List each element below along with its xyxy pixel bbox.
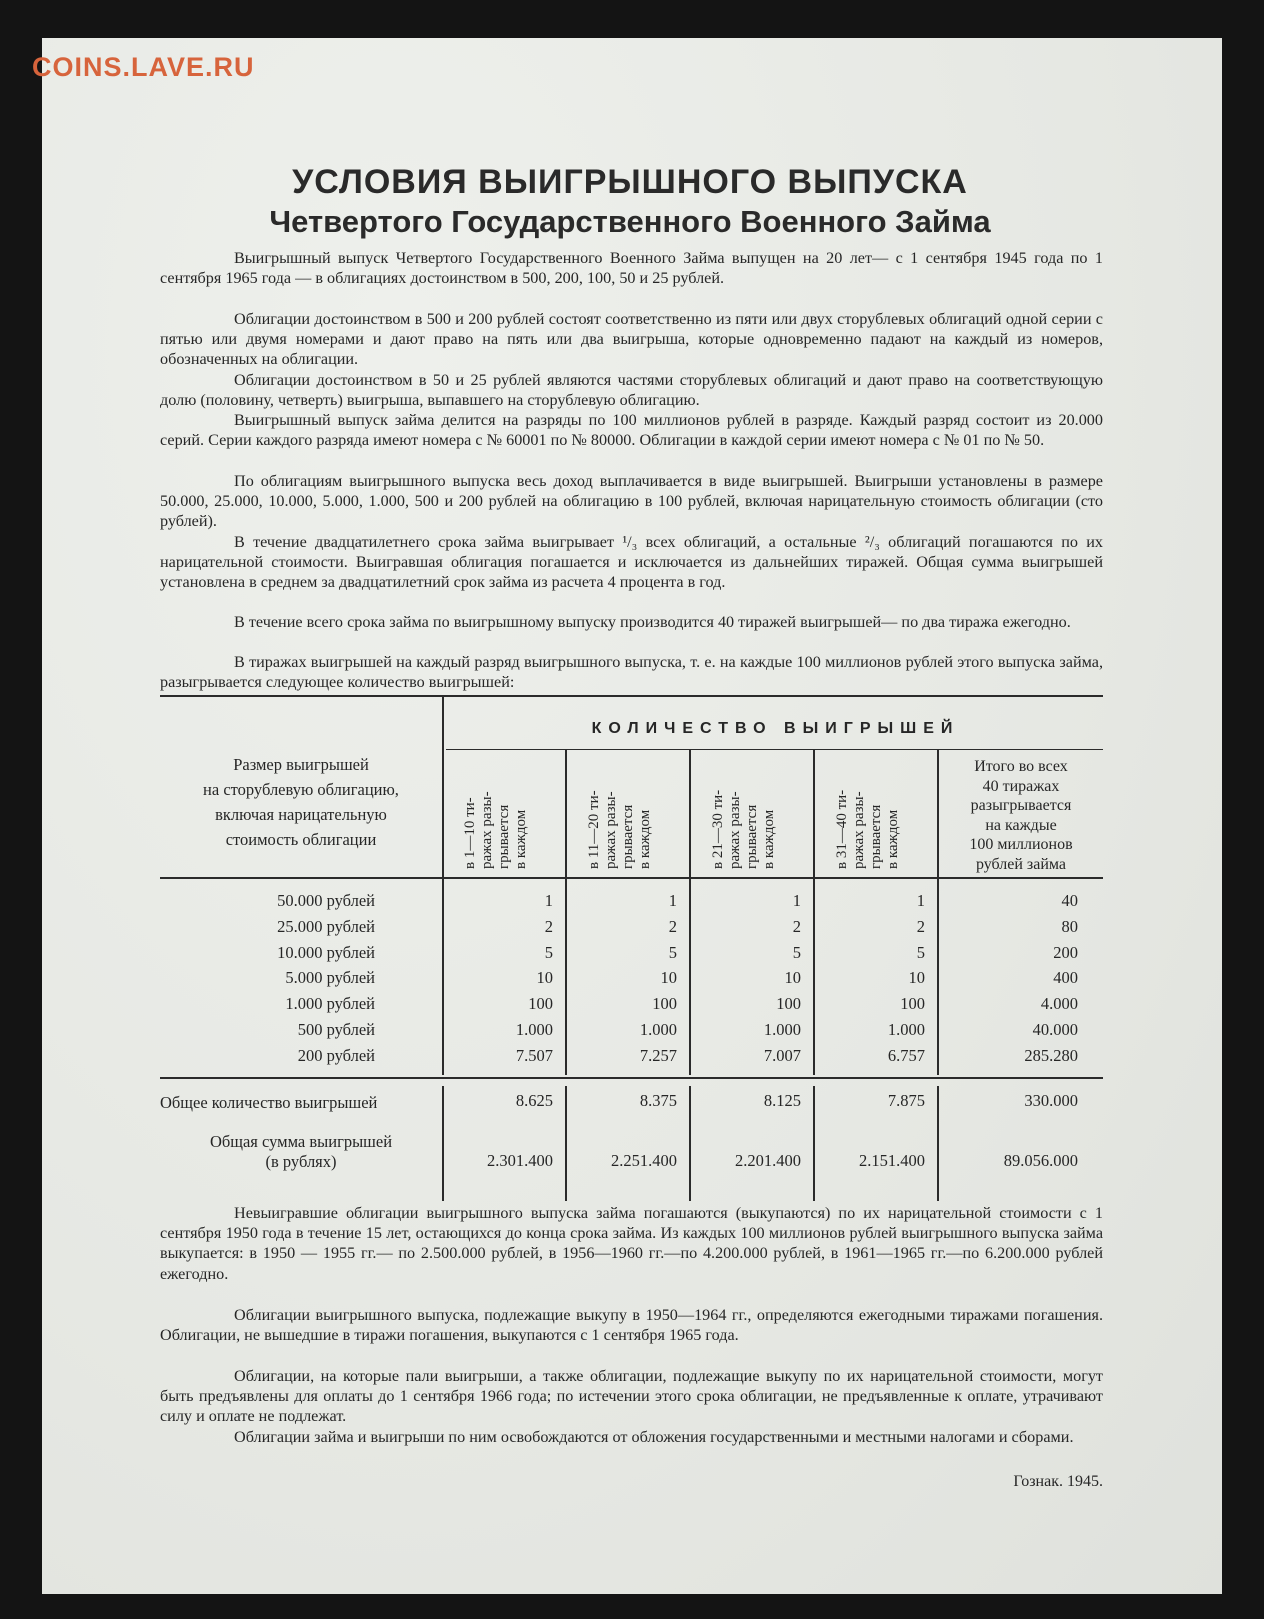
- totals-cell: 8.625: [515, 1091, 553, 1110]
- table-cell: 5: [544, 942, 553, 962]
- table-header-col-1: в 1—10 ти- ражах разы- грывается в каждом: [462, 791, 529, 869]
- table-cell: 10: [784, 968, 801, 988]
- table-cell: 2: [792, 916, 801, 936]
- table-row-label: 50.000 рублей: [277, 891, 375, 910]
- table-cell: 400: [1053, 968, 1078, 988]
- table-row-label: 10.000 рублей: [277, 942, 375, 962]
- table-cell: 4.000: [1040, 994, 1078, 1014]
- table-row-label: 200 рублей: [297, 1045, 375, 1065]
- paragraph-redemption: В течение двадцатилетнего срока займа выигрывает ¹/₃ всех облигаций, а остальные ²/₃ облигаций погашаются по их нарицательной стоимости. Выигравшая облигация погашается и исключается из дальнейших тиражей. Общая сумма выигрышей установлена в среднем за двадцатилетний срок займа из расчета 4 процента в год.: [160, 533, 1103, 592]
- table-header-prize: Размер выигрышей на сторублевую облигацию, включая нарицательную стоимость облигации: [203, 755, 399, 849]
- table-cell: 1: [544, 891, 553, 910]
- totals-row-label: Общая сумма выигрышей (в рублях): [209, 1132, 393, 1171]
- paragraph-fractions: Облигации достоинством в 50 и 25 рублей являются частями сторублевых облигаций и дают право на соответствующую долю (половину, четверть) выигрыша, выпавшего на сторублевую облигацию.: [160, 371, 1103, 410]
- totals-cell: 2.301.400: [487, 1151, 553, 1170]
- table-cell: 1.000: [515, 1020, 553, 1039]
- table-header-total: Итого во всех 40 тиражах разыгрывается на каждые 100 миллионов рублей займа: [969, 758, 1073, 873]
- title-line-1: УСЛОВИЯ ВЫИГРЫШНОГО ВЫПУСКА: [292, 163, 968, 201]
- table-cell: 100: [652, 994, 677, 1014]
- paragraph-denominations: Облигации достоинством в 500 и 200 рублей состоят соответственно из пяти или двух сторублевых облигаций одной серии с пятью или двумя номерами и дают право на пять или два выигрыша, которые одновременно падают на каждый из номеров, обозначенных на облигации.: [160, 310, 1103, 369]
- table-cell: 285.280: [1024, 1045, 1078, 1065]
- totals-row-label: Общее количество выигрышей: [160, 1093, 378, 1112]
- table-cell: 40: [1061, 891, 1078, 910]
- table-header-divider: [446, 749, 1103, 750]
- table-header-col-3: в 21—30 ти- ражах разы- грывается в каждом: [710, 789, 777, 869]
- table-cell: 1.000: [639, 1020, 677, 1039]
- table-cell: 2: [544, 916, 553, 936]
- table-cell: 7.257: [639, 1045, 677, 1065]
- totals-cell: 8.375: [639, 1091, 677, 1110]
- table-row-label: 25.000 рублей: [277, 916, 375, 936]
- paragraph-income: По облигациям выигрышного выпуска весь доход выплачивается в виде выигрышей. Выигрыши установлены в размере 50.000, 25.000, 10.000, 5.000, 1.000, 500 и 200 рублей на облигацию в 100 рублей, включая нарицательную стоимость облигации (сто рублей).: [160, 472, 1103, 531]
- table-column-rule: [442, 697, 444, 1075]
- totals-cell: 330.000: [1024, 1091, 1078, 1110]
- table-header-main: КОЛИЧЕСТВО ВЫИГРЫШЕЙ: [591, 720, 960, 737]
- paragraph-table-intro: В тиражах выигрышей на каждый разряд выигрышного выпуска, т. е. на каждые 100 миллионов рублей этого выпуска займа, разыгрывается следующее количество выигрышей:: [160, 653, 1103, 692]
- table-cell: 10: [660, 968, 677, 988]
- table-cell: 6.757: [887, 1045, 925, 1065]
- table-cell: 5: [916, 942, 925, 962]
- table-row-label: 1.000 рублей: [285, 994, 375, 1014]
- totals-cell: 2.201.400: [735, 1151, 801, 1170]
- title-line-2: Четвертого Государственного Военного Займа: [269, 204, 991, 239]
- table-cell: 100: [900, 994, 925, 1014]
- table-cell: 2: [916, 916, 925, 936]
- table-cell: 1: [668, 891, 677, 910]
- table-cell: 1.000: [763, 1020, 801, 1039]
- table-column-rule: [937, 1086, 939, 1201]
- table-cell: 5: [792, 942, 801, 962]
- table-cell: 40.000: [1032, 1020, 1078, 1039]
- table-cell: 2: [668, 916, 677, 936]
- paragraph-buyback: Невыигравшие облигации выигрышного выпуска займа погашаются (выкупаются) по их нарицательной стоимости с 1 сентября 1950 года в течение 15 лет, остающихся до конца срока займа. Из каждых 100 миллионов рублей выигрышного выпуска займа выкупается: в 1950 — 1955 гг.— по 2.500.000 рублей, в 1956—1960 гг.—по 4.200.000 рублей, в 1961—1965 гг.—по 6.200.000 рублей ежегодно.: [160, 1204, 1103, 1283]
- paragraph-series: Выигрышный выпуск займа делится на разряды по 100 миллионов рублей в разряде. Каждый разряд состоит из 20.000 серий. Серии каждого разряда имеют номера с № 60001 по № 80000. Облигации в каждой серии имеют номера с № 01 по № 50.: [160, 411, 1103, 450]
- table-cell: 7.007: [763, 1045, 801, 1065]
- table-cell: 7.507: [515, 1045, 553, 1065]
- table-row-label: 500 рублей: [297, 1020, 375, 1039]
- table-cell: 10: [908, 968, 925, 988]
- paragraph-buyback-draws: Облигации выигрышного выпуска, подлежащие выкупу в 1950—1964 гг., определяются ежегодными тиражами погашения. Облигации, не вышедшие в тиражи погашения, выкупаются с 1 сентября 1965 года.: [160, 1306, 1103, 1345]
- table-top-rule: [160, 695, 1103, 697]
- table-cell: 1: [792, 891, 801, 910]
- watermark: COINS.LAVE.RU: [32, 52, 255, 82]
- table-cell: 200: [1053, 942, 1078, 962]
- paragraph-tax-exemption: Облигации займа и выигрыши по ним освобождаются от обложения государственными и местными налогами и сборами.: [234, 1428, 1074, 1446]
- paragraph-draws: В течение всего срока займа по выигрышному выпуску производится 40 тиражей выигрышей— по два тиража ежегодно.: [234, 613, 1071, 631]
- totals-cell: 7.875: [887, 1091, 925, 1110]
- table-totals-rule: [160, 1077, 1103, 1079]
- table-cell: 100: [528, 994, 553, 1014]
- totals-cell: 2.151.400: [859, 1151, 925, 1170]
- table-cell: 80: [1061, 916, 1078, 936]
- table-cell: 5: [668, 942, 677, 962]
- paragraph-payment-deadline: Облигации, на которые пали выигрыши, а также облигации, подлежащие выкупу по их нарицательной стоимости, могут быть предъявлены для оплаты до 1 сентября 1966 года; по истечении этого срока облигации, не предъявленные к оплате, утрачивают силу и оплате не подлежат.: [160, 1367, 1103, 1426]
- totals-cell: 89.056.000: [1003, 1151, 1078, 1170]
- table-header-col-4: в 31—40 ти- ражах разы- грывается в каждом: [834, 789, 901, 869]
- table-cell: 10: [536, 968, 553, 988]
- paragraph-term: Выигрышный выпуск Четвертого Государственного Военного Займа выпущен на 20 лет— с 1 сентября 1945 года по 1 сентября 1965 года — в облигациях достоинством в 500, 200, 100, 50 и 25 рублей.: [160, 249, 1103, 288]
- totals-cell: 2.251.400: [611, 1151, 677, 1170]
- totals-cell: 8.125: [763, 1091, 801, 1110]
- table-cell: 1: [916, 891, 925, 910]
- table-header-col-2: в 11—20 ти- ражах разы- грывается в каждом: [586, 790, 653, 869]
- table-cell: 1.000: [887, 1020, 925, 1039]
- printer-imprint: Гознак. 1945.: [1013, 1473, 1103, 1490]
- table-row-label: 5.000 рублей: [285, 968, 375, 988]
- table-cell: 100: [776, 994, 801, 1014]
- table-header-rule: [160, 877, 1103, 879]
